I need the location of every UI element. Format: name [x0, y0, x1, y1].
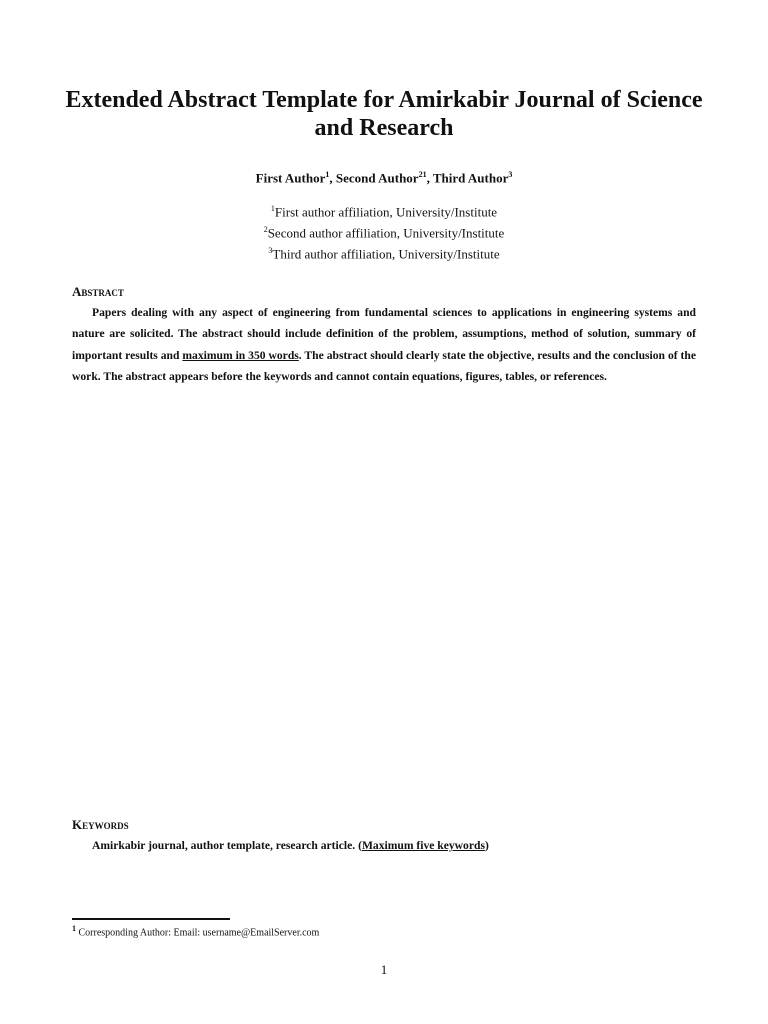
footnote-sup: 1	[72, 924, 76, 933]
affiliation	[0, 242, 768, 263]
affiliation-sup: 3	[268, 245, 273, 255]
footnote	[72, 924, 319, 938]
author-sup: 1	[325, 170, 330, 179]
keywords-list: Amirkabir journal, author template, research article. (	[92, 839, 362, 852]
affiliation	[0, 200, 768, 221]
author-name: Second Author	[335, 170, 419, 186]
keywords-close: )	[484, 839, 489, 852]
keywords-heading: Keywords	[72, 817, 129, 832]
abstract-text-part: . The abstract should clearly state the objective, results and the conclusion of the work. The abstract appears before the keywords and cannot contain equations, figures, tables, or references.	[72, 348, 696, 383]
abstract-text-part: Papers dealing with any aspect of engineering from fundamental sciences to applications in engineering systems and nature are solicited. The abstract should include definition of the problem, assumptions, method of solution, summary of important results and	[72, 306, 696, 362]
author-name: Third Author	[432, 170, 509, 186]
affiliation-text: Third author affiliation, University/Institute	[272, 245, 500, 261]
affiliation-sup: 1	[270, 204, 275, 213]
author-name: First Author	[255, 170, 326, 186]
footnote-text: Corresponding Author: Email: username@EmailServer.com	[78, 927, 320, 939]
abstract-word-limit: maximum in 350 words	[182, 348, 299, 362]
abstract-text	[72, 302, 696, 387]
keywords-limit: Maximum five keywords	[361, 839, 485, 852]
affiliation-text: First author affiliation, University/Institute	[274, 204, 498, 220]
footnote-separator	[72, 918, 230, 920]
author-list: First Author$^1$, Second Author$^{21}$, Third Author$^3$	[255, 170, 513, 186]
affiliation-sup: 2	[263, 224, 268, 234]
author-sup: 3	[508, 170, 513, 179]
abstract-heading: Abstract	[72, 284, 124, 299]
affiliation-text: Second author affiliation, University/Institute	[267, 225, 505, 241]
affiliations	[0, 200, 768, 262]
paper-title: Extended Abstract Template for Amirkabir Journal of Science and Research	[65, 87, 703, 141]
affiliation	[0, 221, 768, 242]
keywords-text	[92, 839, 489, 852]
page-number: 1	[380, 962, 388, 977]
author-sup: 21	[418, 170, 427, 179]
